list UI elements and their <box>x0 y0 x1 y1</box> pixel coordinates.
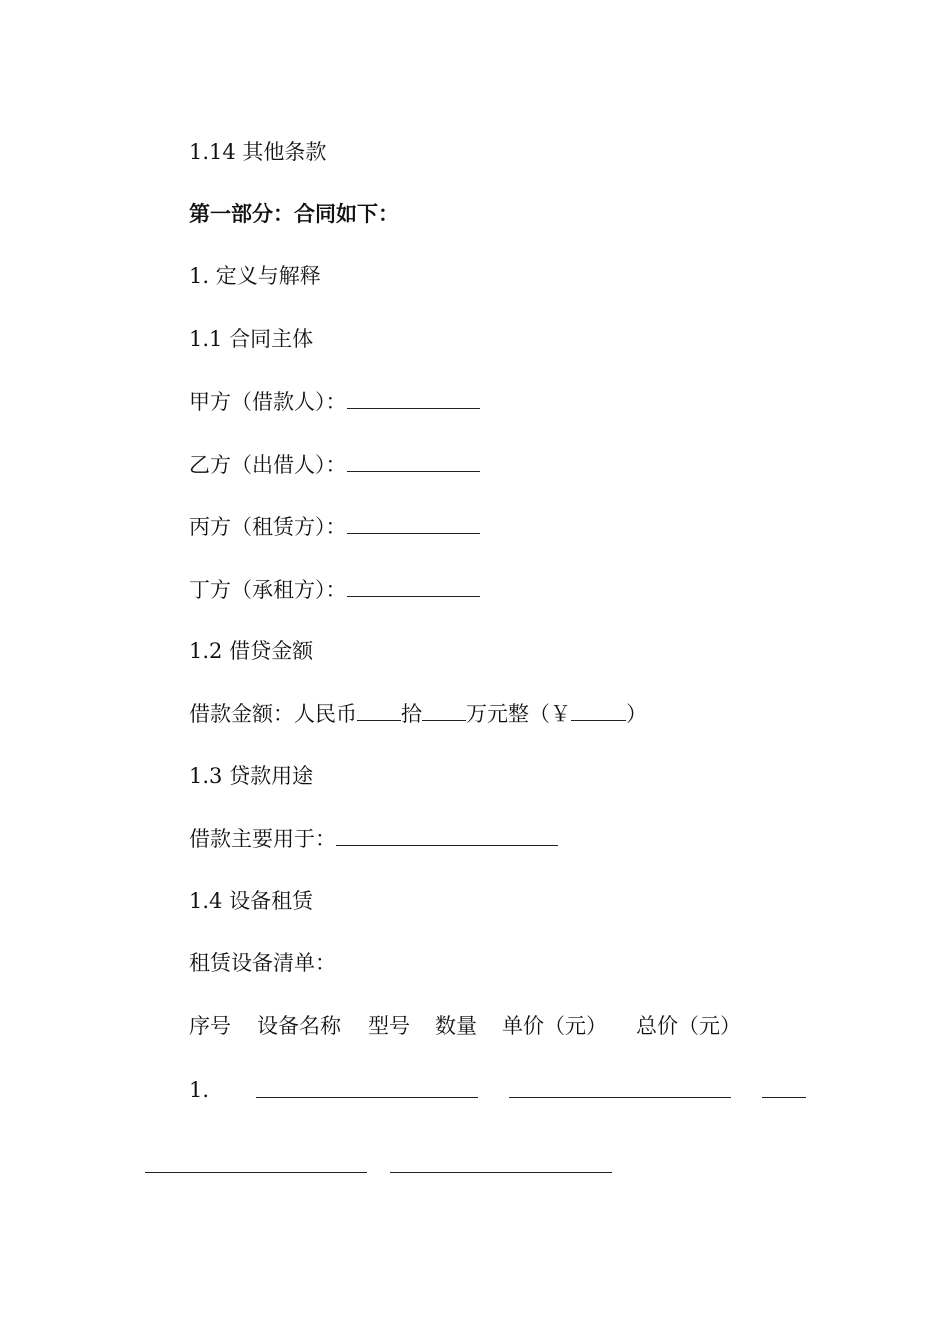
loan-purpose-label: 借款主要用于： <box>189 827 336 851</box>
row-1-model-blank[interactable] <box>509 1097 731 1098</box>
loan-amount-wan-label: 万元整（￥ <box>466 702 571 726</box>
row-1-name-blank[interactable] <box>256 1097 478 1098</box>
loan-amount-close: ） <box>626 702 647 726</box>
row-1-total-price-blank[interactable] <box>390 1172 612 1173</box>
header-model: 型号 <box>368 1014 410 1038</box>
row-1-qty-blank[interactable] <box>762 1097 806 1098</box>
clause-1-4: 1.4 设备租赁 <box>189 889 314 913</box>
row-1-number: 1. <box>189 1078 210 1102</box>
party-a-label: 甲方（借款人）： <box>189 390 347 414</box>
header-no: 序号 <box>189 1014 231 1038</box>
loan-amount-line <box>189 698 647 729</box>
clause-1-1: 1.1 合同主体 <box>189 327 314 351</box>
loan-amount-ten-blank[interactable] <box>357 698 401 721</box>
header-unit-price: 单价（元） <box>502 1014 607 1038</box>
equipment-table-header <box>189 1011 741 1041</box>
party-d-label: 丁方（承租方）： <box>189 578 347 602</box>
clause-1-3: 1.3 贷款用途 <box>189 764 314 788</box>
loan-amount-prefix: 借款金额：人民币 <box>189 702 357 726</box>
party-b-blank[interactable] <box>347 449 480 472</box>
party-a-blank[interactable] <box>347 386 480 409</box>
header-qty: 数量 <box>435 1014 477 1038</box>
party-c-blank[interactable] <box>347 511 480 534</box>
clause-1-2: 1.2 借贷金额 <box>189 639 314 663</box>
loan-amount-number-blank[interactable] <box>571 698 626 721</box>
part-one-heading: 第一部分：合同如下： <box>189 202 399 226</box>
party-a-line <box>189 386 480 417</box>
clause-1-14: 1.14 其他条款 <box>189 140 327 164</box>
loan-purpose-line <box>189 823 558 854</box>
party-d-blank[interactable] <box>347 574 480 597</box>
header-name: 设备名称 <box>257 1014 341 1038</box>
party-d-line <box>189 574 480 605</box>
loan-amount-ten-label: 拾 <box>401 702 422 726</box>
equipment-list-label: 租赁设备清单： <box>189 951 336 975</box>
party-c-label: 丙方（租赁方）： <box>189 515 347 539</box>
section-1-heading: 1. 定义与解释 <box>189 264 321 288</box>
party-b-line <box>189 449 480 480</box>
party-b-label: 乙方（出借人）： <box>189 453 347 477</box>
loan-purpose-blank[interactable] <box>336 823 558 846</box>
loan-amount-wan-blank[interactable] <box>422 698 466 721</box>
party-c-line <box>189 511 480 542</box>
row-1-unit-price-blank[interactable] <box>145 1172 367 1173</box>
header-total-price: 总价（元） <box>636 1014 741 1038</box>
